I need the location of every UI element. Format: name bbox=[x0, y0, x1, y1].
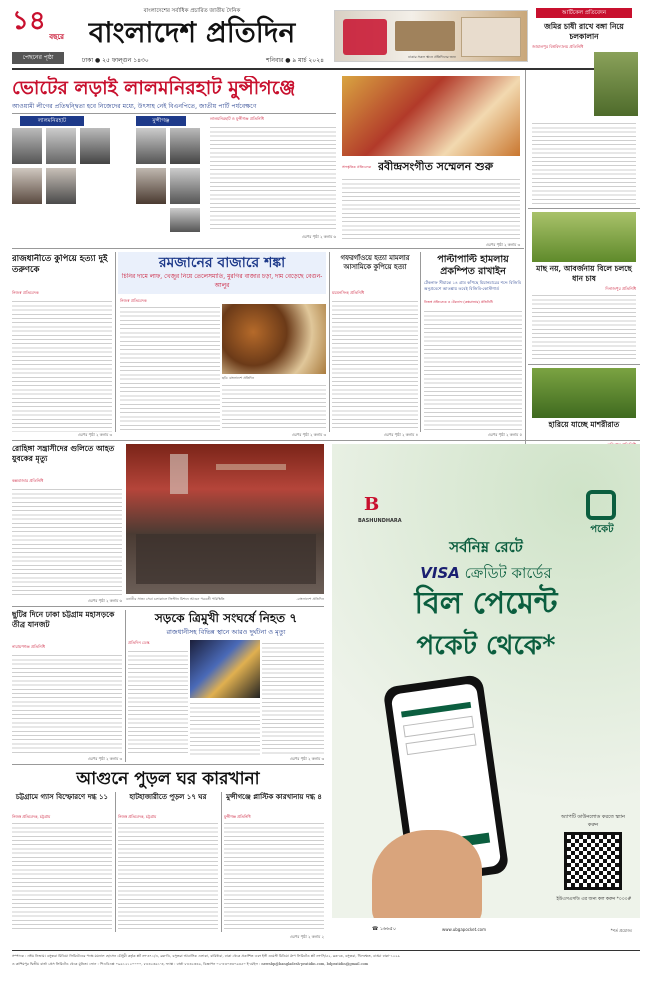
accident-subhead: রাজধানীসহ বিভিন্ন স্থানে আরও দুর্ঘটনা ও মৃত্যু bbox=[166, 628, 286, 636]
weekday-date: শনিবার ● ৯ মার্চ ২০২৪ bbox=[266, 57, 324, 64]
highway-continued: এরপর পৃষ্ঠা ২ কলাম ৩ bbox=[87, 756, 122, 761]
terms: *শর্ত প্রযোজ্য bbox=[610, 928, 632, 933]
qr-code[interactable] bbox=[564, 832, 622, 890]
mamla-continued: এরপর পৃষ্ঠা ২ কলাম ৪ bbox=[383, 432, 418, 437]
candidate-photo bbox=[46, 168, 76, 204]
church-caption: বনানীর সান্ধ্য সেবা চলাকালে ক্রিস্টান মিশনে আগুন পরবর্তী পরিস্থিতি bbox=[126, 597, 225, 601]
label-lalmonirhat: লালমনিরহাট bbox=[20, 116, 84, 126]
fire-continued: এরপর পৃষ্ঠা ২ কলাম ২ bbox=[289, 934, 324, 939]
bashundhara-logo: B BASHUNDHARA bbox=[358, 494, 402, 524]
ramadan-headline: রমজানের বাজারে শঙ্কা bbox=[158, 255, 286, 271]
rakhine-byline: নিজস্ব প্রতিবেদক ও টেকনাফ (কক্সবাজার) প্রতিনিধি bbox=[424, 300, 493, 304]
imprint-line1: সম্পাদক : নঈম নিজাম। বসুন্ধরা মিডিয়া লিমিটেডের পক্ষে ময়নাল হোসেন চৌধুরী কর্তৃক প্লট নং-৩৭১/এ, ব্লক-ডি, বসুন্ধরা আবাসিক এলাকা, বারিধারা, ঢাকা থেকে প্রকাশিত এবং ইস্ট ওয়েস্ট মিডিয়া গ্রুপ লিমিটেড প্লট নং-সি/৫২, ব্লক-কে, বসুন্ধরা, খিলক্ষেত, বাড্ডা ঢাকা-১২২৯ bbox=[12, 954, 400, 958]
candidate-photo bbox=[136, 168, 166, 204]
rabindra-tag: সাংস্কৃতিক প্রতিবেদক bbox=[342, 165, 372, 169]
label-munshiganj: মুন্সীগঞ্জ bbox=[136, 116, 186, 126]
candidate-photo bbox=[12, 128, 42, 164]
lead-continued: এরপর পৃষ্ঠা ২ কলাম ৬ bbox=[301, 234, 336, 239]
accident-byline: প্রতিদিন ডেস্ক bbox=[128, 640, 150, 645]
ad-website[interactable]: www.ubgapocket.com bbox=[442, 927, 486, 932]
photo-credit: -বাংলাদেশ প্রতিদিন bbox=[296, 597, 324, 601]
anniversary-word: বছরে bbox=[49, 32, 64, 41]
masthead-ad: ঢাকার সকল স্থানে প্রতিদিনের জন্য bbox=[334, 10, 528, 62]
rabindra-continued: এরপর পৃষ্ঠা ২ কলাম ৩ bbox=[485, 242, 520, 247]
pocket-ad[interactable] bbox=[332, 444, 640, 948]
candidate-photo bbox=[80, 128, 110, 164]
fire-headline: আগুনে পুড়ল ঘর কারখানা bbox=[76, 769, 260, 789]
rakhine-headline: পাল্টাপাল্টি হামলায় প্রকম্পিত রাখাইন bbox=[437, 254, 509, 277]
story1-byline: জামালপুর বিশ্ববিদ্যালয় প্রতিনিধি bbox=[532, 44, 584, 49]
date-line: ঢাকা ● ২৫ ফাল্গুন ১৪৩০ bbox=[82, 57, 149, 64]
rohingya-headline: রোহিঙ্গা সন্ত্রাসীদের গুলিতে আহত যুবকের মৃত্যু bbox=[12, 444, 115, 463]
story1-headline: জমির চাষী রাখে বঙ্গা নিয়ে চলকালান bbox=[544, 22, 624, 41]
mamla-byline: ময়মনসিংহ প্রতিনিধি bbox=[332, 290, 365, 295]
ad-line3: বিল পেমেন্ট bbox=[414, 586, 558, 621]
rice-field-photo bbox=[532, 212, 636, 262]
pocket-icon bbox=[586, 490, 616, 520]
hotline: ☎ ১৬৬৫০ bbox=[372, 926, 397, 932]
church-fire-photo bbox=[126, 444, 324, 594]
highway-headline: ছুটির দিনে ঢাকা চট্টগ্রাম মহাসড়কে তীব্র যানজট bbox=[12, 610, 115, 629]
rohingya-byline: কক্সবাজার প্রতিনিধি bbox=[12, 478, 44, 483]
rakhine-continued: এরপর পৃষ্ঠা ২ কলাম ৫ bbox=[487, 432, 522, 437]
scan-text: অ্যাপটি ডাউনলোড করতে স্ক্যান করুন bbox=[561, 814, 625, 828]
ramadan-caption: ছবি: বাংলাদেশ প্রতিদিন bbox=[222, 376, 255, 380]
phone-illustration bbox=[372, 680, 502, 930]
anniversary-badge bbox=[12, 8, 64, 48]
candidate-photos bbox=[12, 128, 206, 232]
candidate-photo bbox=[46, 128, 76, 164]
plant-photo bbox=[532, 368, 636, 418]
ramadan-subhead: চিনির দামে লাফ, খেজুর নিয়ে তেলেসমাতি, মুরগির বাজার চড়া, দাম বেড়েছে বেগুন-আলুর bbox=[121, 273, 323, 289]
kushtia-headline: রাজধানীতে কুপিয়ে হত্যা দুই তরুণকে bbox=[12, 254, 108, 275]
visa-logo: VISA bbox=[420, 564, 460, 582]
ad-line2: VISA ক্রেডিট কার্ডের bbox=[420, 564, 552, 582]
fire-byline1: নিজস্ব প্রতিবেদক, চট্টগ্রাম bbox=[12, 814, 51, 819]
candidate-photo bbox=[12, 168, 42, 204]
fire-byline3: মুন্সীগঞ্জ প্রতিনিধি bbox=[224, 814, 251, 819]
back-page-label: পেছনের পৃষ্ঠা bbox=[12, 52, 64, 64]
ad-line1: সর্বনিম্ন রেটে bbox=[449, 538, 523, 556]
fire-sub1: চট্টগ্রামে গ্যাস বিস্ফোরণে দগ্ধ ১১ bbox=[15, 792, 109, 801]
ad-line4: পকেট থেকে* bbox=[416, 631, 556, 661]
story2-headline: মাছ নয়, আবর্জনায় বিলে চলছে ধান চাষ bbox=[536, 264, 632, 283]
lead-byline: লালমনিরহাট ও মুন্সীগঞ্জ প্রতিনিধি bbox=[210, 116, 264, 121]
candidate-photo bbox=[170, 208, 200, 232]
anniversary-number: ১৪ bbox=[12, 6, 46, 36]
story2-byline: দিনাজপুর প্রতিনিধি bbox=[605, 286, 636, 291]
fire-sub3: মুন্সীগঞ্জে প্লাস্টিক কারখানায় দগ্ধ ৪ bbox=[226, 792, 322, 801]
highway-byline: নারায়ণগঞ্জ প্রতিনিধি bbox=[12, 644, 46, 649]
rohingya-continued: এরপর পৃষ্ঠা ২ কলাম ৬ bbox=[87, 598, 122, 603]
ramadan-byline: নিজস্ব প্রতিবেদক bbox=[120, 298, 147, 303]
logo: বাংলাদেশ প্রতিদিন bbox=[88, 16, 296, 49]
candidate-photo bbox=[170, 168, 200, 204]
story3-headline: হারিয়ে যাচ্ছে মাশরীরাত bbox=[548, 420, 620, 429]
lead-headline: ভোটের লড়াই লালমনিরহাট মুন্সীগঞ্জে bbox=[12, 77, 296, 99]
farmer-photo bbox=[594, 52, 638, 116]
imprint-line2: ও কাশিমপুর দ্বিতীয় বার্তা প্রেস লিমিটেড থেকে মুদ্রিত। ফোন : পিএবিএক্স ০৯৬১২১২০০০০, ৮৪৩২৩৬১-৩, ফ্যাক্স : বার্তা ৮৪৩২৩৪৬, বিজ্ঞাপন ০২-৪৩০৩৩০৯৩৫০ ই-মেইল : newsbp@bangladesh-pratidin.com, bdpratidin@gmail.com bbox=[12, 962, 369, 966]
fire-byline2: নিজস্ব প্রতিবেদক, চট্টগ্রাম bbox=[118, 814, 157, 819]
lead-subhead: আওয়ামী লীগের প্রতিদ্বন্দ্বিতা হবে নিজেদের মধ্যে, উৎসাহ নেই বিএনপিতে, জাতীয় পার্টি পর্যবেক্ষণে bbox=[12, 103, 257, 110]
column-kicker: আর্টিকেল প্রতিবেদন bbox=[536, 8, 632, 18]
pocket-logo: পকেট bbox=[578, 490, 626, 538]
rakhine-subhead: টেকনাফ সীমান্তে ১৪ গ্রাম কাঁপছে মিয়ানমারের শব্দে বিজিবি অনুপ্রবেশে আতঙ্কায় তবেই বিজিবি-কোস্টগার্ড bbox=[424, 280, 522, 291]
mamla-headline: গফরগাঁওয়ে হত্যা মামলার আসামিকে কুপিয়ে হত্যা bbox=[340, 254, 410, 271]
dancers-photo bbox=[342, 76, 520, 156]
candidate-photo bbox=[170, 128, 200, 164]
accident-continued: এরপর পৃষ্ঠা ২ কলাম ৩ bbox=[289, 756, 324, 761]
accident-photo bbox=[190, 640, 260, 698]
phone-icon: ☎ bbox=[372, 926, 380, 932]
rabindra-headline: রবীন্দ্রসংগীত সম্মেলন শুরু bbox=[378, 160, 494, 173]
ramadan-continued: এরপর পৃষ্ঠা ২ কলাম ৩ bbox=[291, 432, 326, 437]
candidate-photo bbox=[136, 128, 166, 164]
kushtia-continued: এরপর পৃষ্ঠা ২ কলাম ৩ bbox=[77, 432, 112, 437]
slogan: বাংলাদেশের সর্বাধিক প্রচারিত জাতীয় দৈনিক bbox=[143, 8, 241, 14]
accident-headline: সড়কে ত্রিমুখী সংঘর্ষে নিহত ৭ bbox=[154, 611, 298, 625]
market-photo bbox=[222, 304, 326, 374]
kushtia-byline: নিজস্ব প্রতিবেদক bbox=[12, 290, 39, 295]
fire-sub2: হাটহাজারীতে পুড়ল ১৭ ঘর bbox=[129, 792, 207, 801]
ussd-note: ইউএসএসডি এর জন্য কল করুন *০০০# bbox=[556, 897, 632, 902]
